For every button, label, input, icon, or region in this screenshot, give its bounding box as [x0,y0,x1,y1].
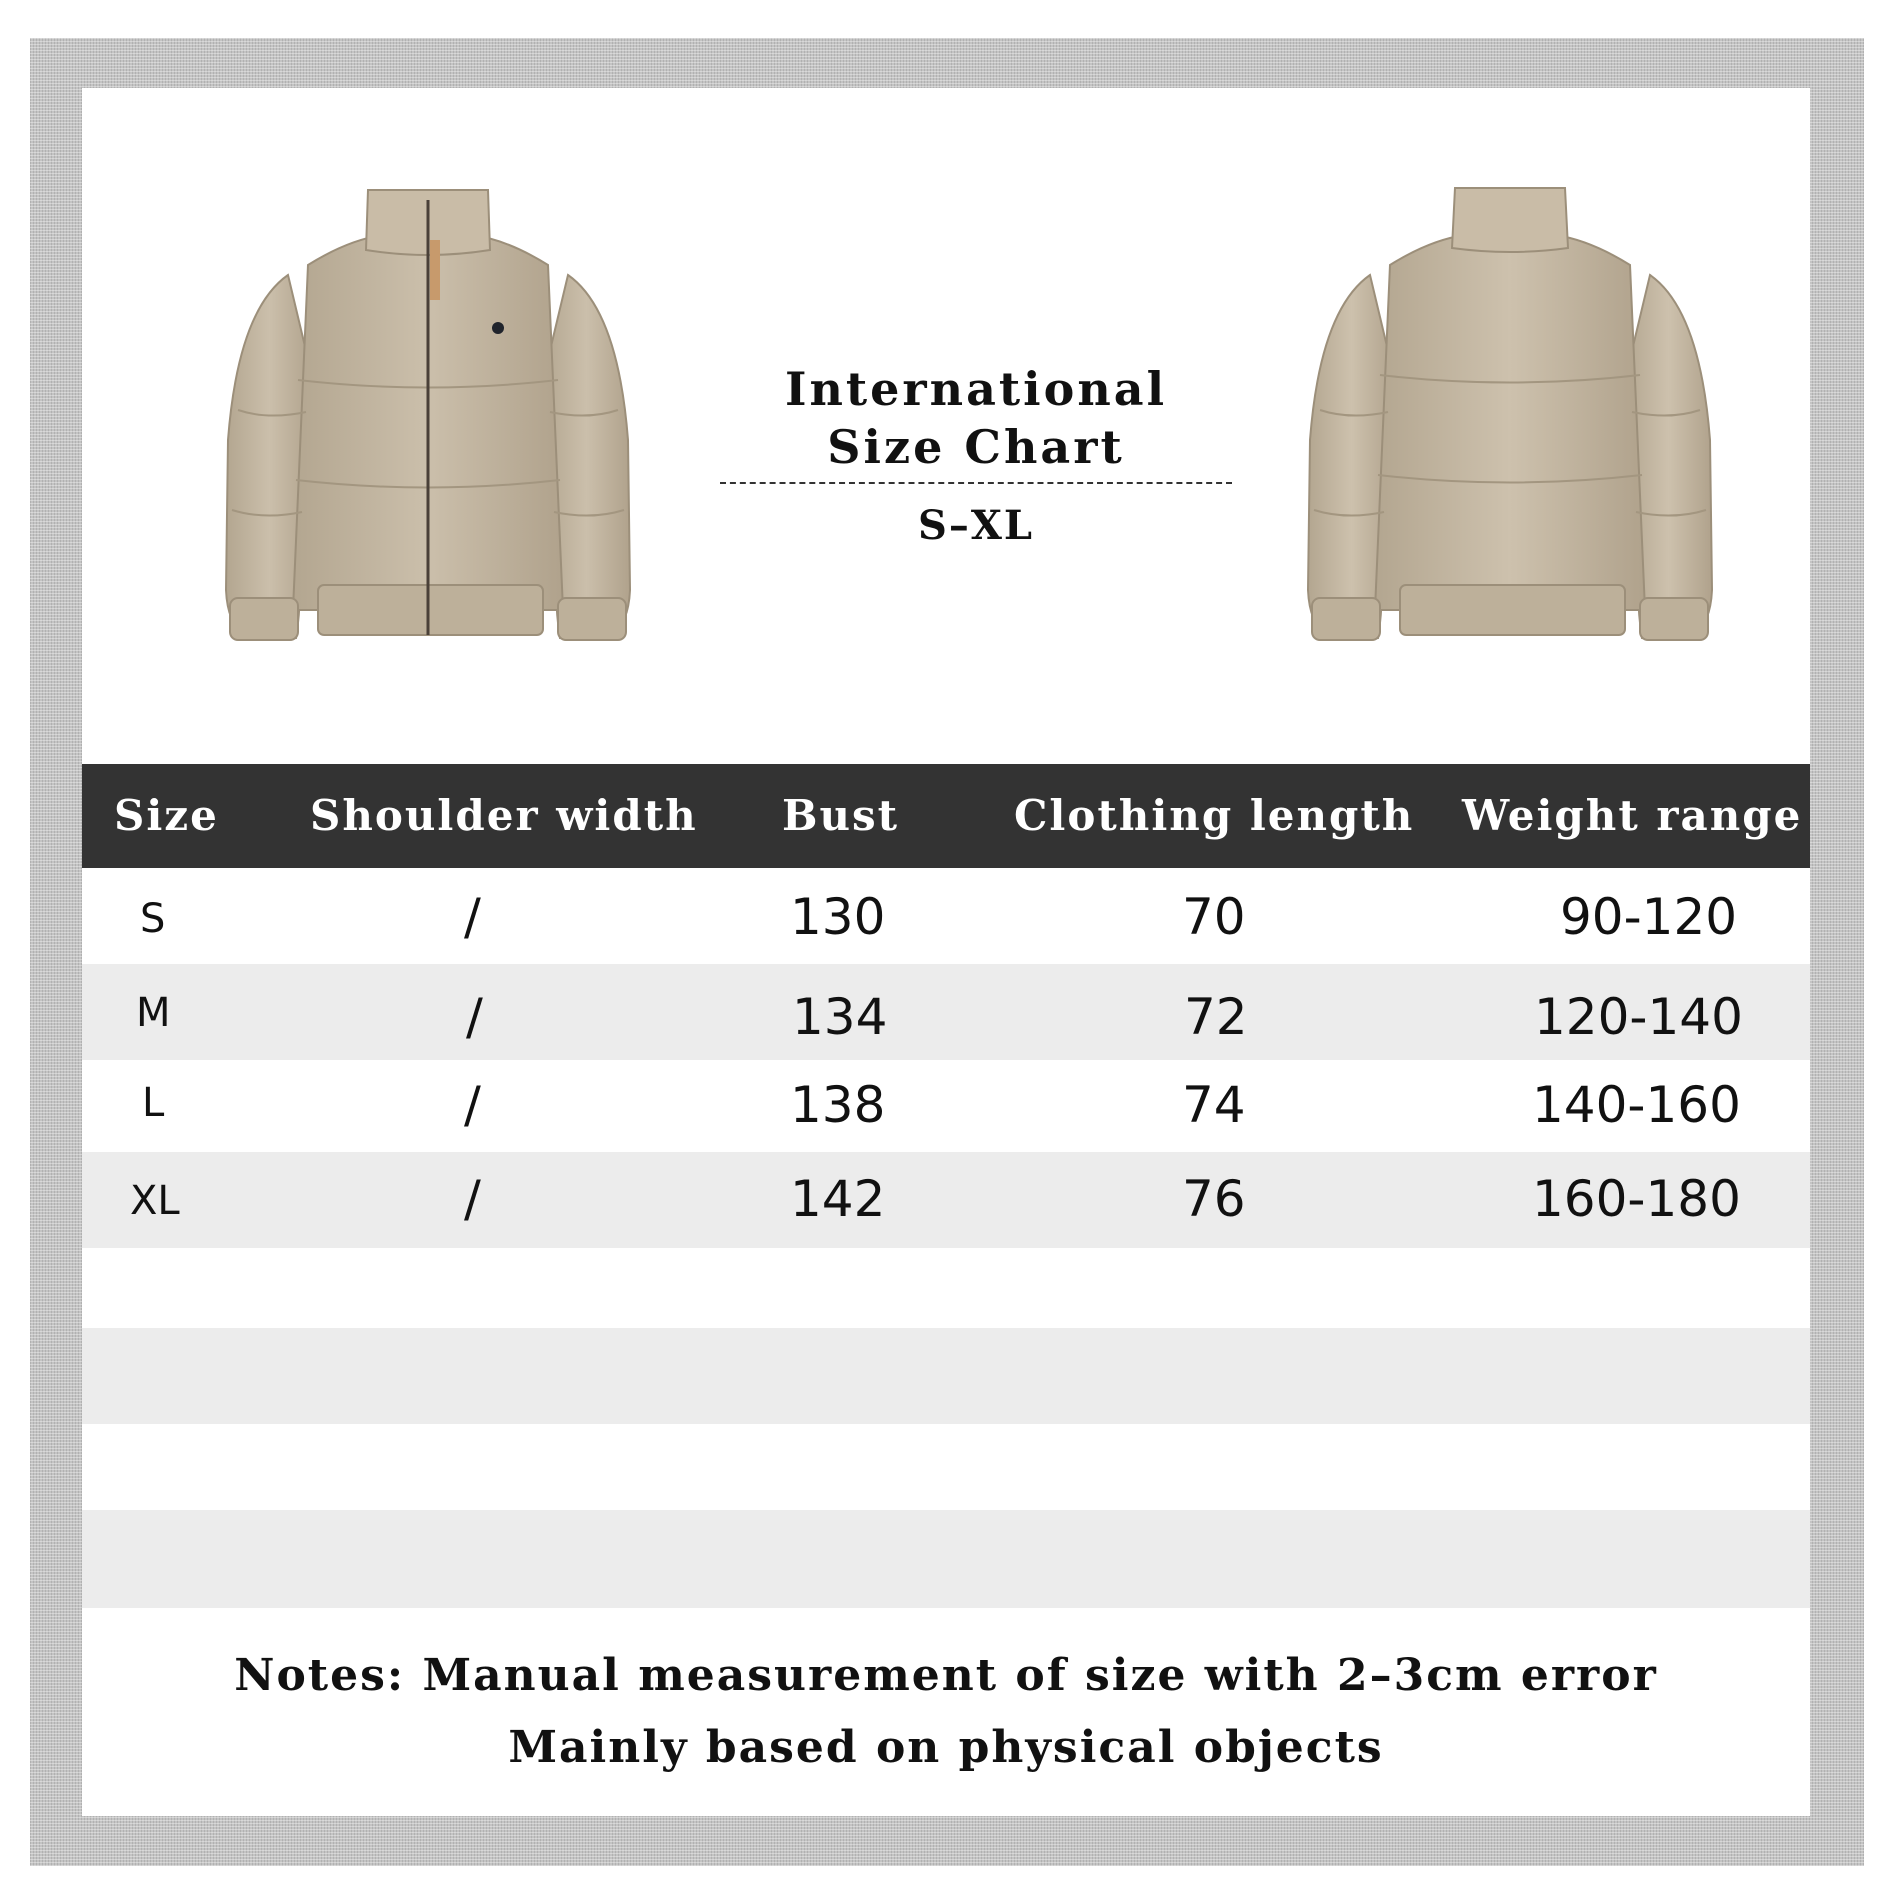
cell-length: 72 [1184,988,1248,1046]
table-row [82,964,1810,1060]
cell-shoulder: / [464,1170,481,1228]
table-row-empty [82,1510,1810,1608]
cell-length: 74 [1182,1076,1246,1134]
table-row [82,1152,1810,1248]
table-row [82,1060,1810,1152]
title-line-2: Size Chart [827,420,1125,474]
notes-line-2: Mainly based on physical objects [508,1722,1384,1773]
header-bust: Bust [782,791,900,840]
cell-size: S [140,896,166,942]
cell-weight: 140-160 [1532,1076,1741,1134]
cell-shoulder: / [466,988,483,1046]
cell-size: L [142,1080,165,1126]
cell-bust: 130 [790,888,886,946]
cell-weight: 90-120 [1560,888,1738,946]
cell-bust: 134 [792,988,888,1046]
cell-size: XL [130,1178,180,1224]
header-size: Size [114,791,219,840]
size-range: S–XL [917,502,1035,549]
header-shoulder: Shoulder width [310,791,698,840]
table-row-empty [82,1248,1810,1328]
title-divider [720,482,1232,484]
cell-length: 70 [1182,888,1246,946]
cell-bust: 142 [790,1170,886,1228]
title-block [716,360,1236,549]
size-table [82,764,1810,1608]
table-row-empty [82,1328,1810,1424]
cell-shoulder: / [464,1076,481,1134]
header-length: Clothing length [1014,791,1415,840]
notes-line-1: Notes: Manual measurement of size with 2–3cm error [234,1650,1658,1701]
header-weight: Weight range [1462,791,1803,840]
table-row-empty [82,1424,1810,1510]
jacket-front-image [218,180,638,650]
title-line-1: International [784,362,1168,416]
cell-weight: 120-140 [1534,988,1743,1046]
jacket-back-image [1300,180,1720,650]
cell-weight: 160-180 [1532,1170,1741,1228]
cell-shoulder: / [464,888,481,946]
cell-bust: 138 [790,1076,886,1134]
table-row [82,868,1810,964]
table-header [82,764,1810,868]
cell-length: 76 [1182,1170,1246,1228]
notes [82,1640,1810,1784]
cell-size: M [136,990,171,1036]
